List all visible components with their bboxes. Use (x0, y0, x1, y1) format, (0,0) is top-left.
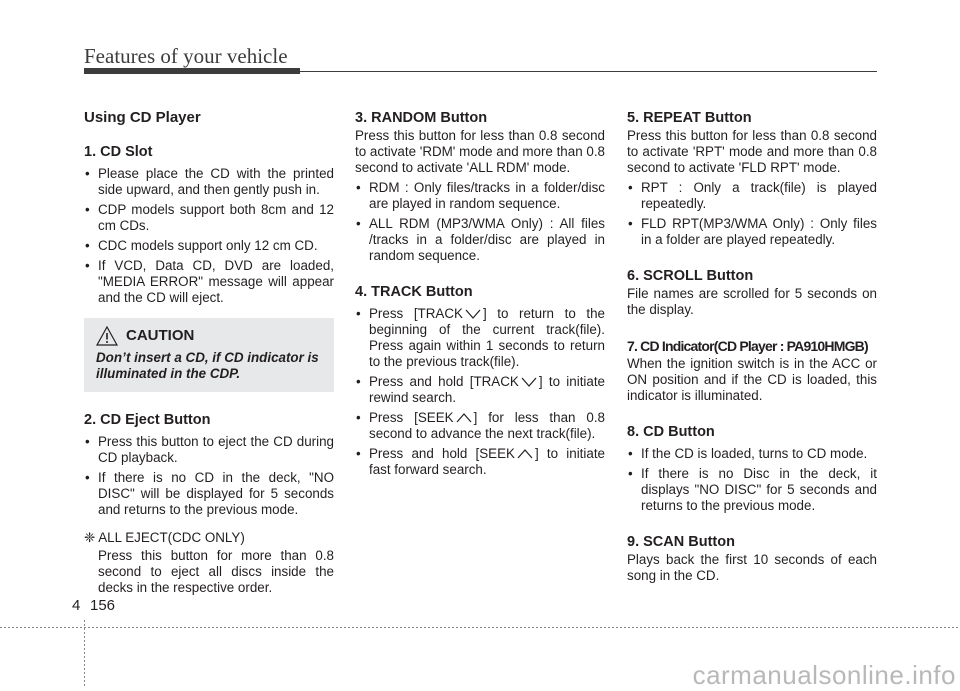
scroll-button-title: 6. SCROLL Button (627, 268, 754, 284)
watermark-link[interactable]: carmanualsonline.info (692, 660, 956, 690)
all-eject-note-body: Press this button for more than 0.8 second to eject all discs inside the decks in the respective order. (98, 548, 334, 595)
chevron-up-icon (517, 449, 533, 459)
list-item: • If VCD, Data CD, DVD are loaded, "MEDIA ERROR" message will appear and the CD will eject. (84, 258, 334, 306)
list-item: • FLD RPT(MP3/WMA Only) : Only files in a folder are played repeatedly. (627, 216, 877, 248)
cd-button-title: 8. CD Button (627, 424, 715, 440)
list-item: • If there is no CD in the deck, "NO DISC" will be displayed for 5 seconds and returns to the previous mode. (84, 470, 334, 518)
list-item: • Press this button to eject the CD during CD playback. (84, 434, 334, 466)
item-text-start: Press and hold [SEEK (369, 446, 515, 461)
scan-button-text: Plays back the first 10 seconds of each song in the CD. (627, 552, 877, 583)
chevron-up-icon (456, 413, 472, 423)
chevron-down-icon (521, 377, 537, 387)
list-item: • If there is no Disc in the deck, it displays "NO DISC" for 5 seconds and returns to the previous mode. (627, 466, 877, 514)
list-item: • ALL RDM (MP3/WMA Only) : All files /tracks in a folder/disc are played in random sequence. (355, 216, 605, 264)
list-item (355, 410, 605, 442)
list-item (355, 374, 605, 406)
caution-header (96, 326, 324, 346)
column-left (84, 108, 334, 596)
list-item: • CDC models support only 12 cm CD. (84, 238, 334, 254)
caution-box (84, 318, 334, 392)
item-text-start: Press [SEEK (369, 410, 454, 425)
list-item: • Please place the CD with the printed side upward, and then gently push in. (84, 166, 334, 198)
repeat-button-text: Press this button for less than 0.8 second to activate 'RPT' mode and more than 0.8 second to activate 'FLD RPT' mode. (627, 128, 877, 175)
item-text-start: Press and hold [TRACK (369, 374, 519, 389)
item-text-end: ] to return to the beginning of the current track(file). Press again within 1 seconds to return to the previous track(file). (369, 306, 605, 369)
all-eject-note-head: ❈ ALL EJECT(CDC ONLY) (84, 530, 245, 545)
warning-triangle-icon (96, 326, 118, 346)
repeat-button-title: 5. REPEAT Button (627, 110, 752, 126)
cd-slot-title: 1. CD Slot (84, 144, 153, 160)
caution-title: CAUTION (126, 327, 195, 344)
cd-button-list (627, 446, 877, 514)
item-text-end: ] to initiate rewind search. (369, 374, 605, 405)
cd-eject-title: 2. CD Eject Button (84, 412, 211, 428)
random-button-text: Press this button for less than 0.8 second to activate 'RDM' mode and more than 0.8 second to activate 'ALL RDM' mode. (355, 128, 605, 175)
list-item: • If the CD is loaded, turns to CD mode. (627, 446, 877, 462)
page-number: 156 (90, 597, 116, 614)
cd-slot-list (84, 166, 334, 306)
page-header-title: Features of your vehicle (84, 44, 288, 68)
section-heading: Using CD Player (84, 109, 201, 126)
cd-indicator-title: 7. CD Indicator(CD Player : PA910HMGB) (627, 338, 868, 354)
caution-text: Don’t insert a CD, if CD indicator is illuminated in the CDP. (96, 350, 319, 381)
list-item (355, 306, 605, 370)
random-button-title: 3. RANDOM Button (355, 110, 488, 126)
cd-indicator-text: When the ignition switch is in the ACC or ON position and if the CD is loaded, this indicator is illuminated. (627, 356, 877, 403)
footer-divider (84, 620, 85, 686)
repeat-button-list (627, 180, 877, 248)
item-text-end: ] to initiate fast forward search. (369, 446, 605, 477)
track-button-title: 4. TRACK Button (355, 284, 473, 300)
column-middle (355, 108, 605, 478)
item-text-end: ] for less than 0.8 second to advance the next track(file). (369, 410, 605, 441)
footer-rule (0, 627, 960, 628)
random-button-list (355, 180, 605, 264)
column-right (627, 108, 877, 584)
scan-button-title: 9. SCAN Button (627, 534, 735, 550)
chapter-number: 4 (72, 597, 81, 614)
list-item (355, 446, 605, 478)
item-text-start: Press [TRACK (369, 306, 463, 321)
scroll-button-text: File names are scrolled for 5 seconds on the display. (627, 286, 877, 317)
header-rule (300, 71, 877, 72)
header-bar (84, 68, 300, 74)
list-item: • CDP models support both 8cm and 12 cm CDs. (84, 202, 334, 234)
list-item: • RDM : Only files/tracks in a folder/disc are played in random sequence. (355, 180, 605, 212)
track-button-list (355, 306, 605, 478)
list-item: • RPT : Only a track(file) is played repeatedly. (627, 180, 877, 212)
chevron-down-icon (465, 309, 481, 319)
cd-eject-list (84, 434, 334, 518)
